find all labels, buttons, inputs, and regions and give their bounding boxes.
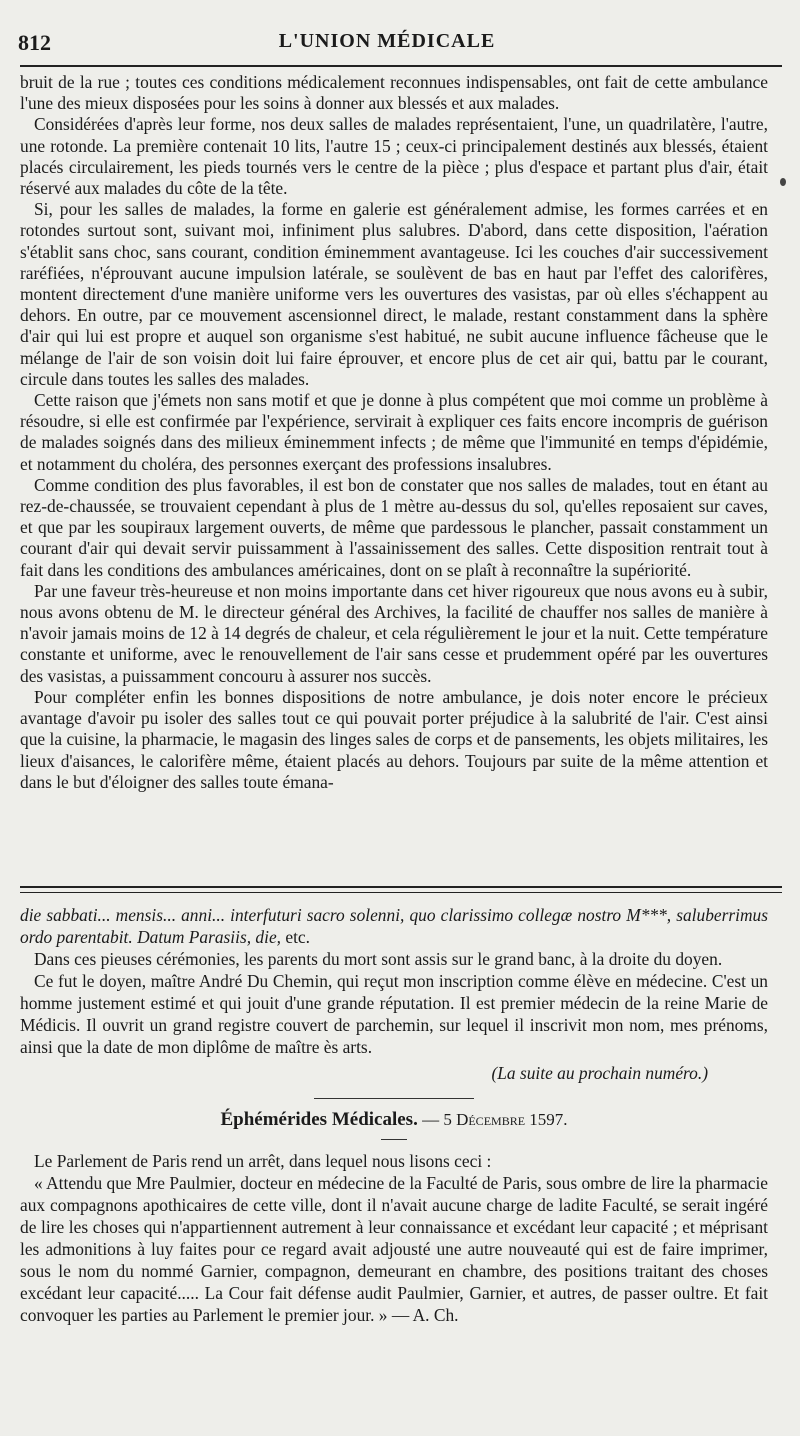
ephemerides-paragraph: « Attendu que Mre Paulmier, docteur en médecine de la Faculté de Paris, sous ombre de lire la pharmacie aux compagnons apothicaires de cette ville, dont il n'avait aucune charge de ladite Faculté, se serait ingéré de lire les choses qui n'appartiennent autrement à leur connaissance et excédant leur capacité ; et méprisant les admonitions à luy faites pour ce regard avait adjousté une autre nouveauté qui est de faire imprimer, sous le nom du nommé Garnier, compagnon, demeurant en chambre, des positions traitant des choses excédant leur capacité..... La Cour fait défense audit Paulmier, Garnier, et autres, de passer oultre. Et fait convoquer les parties au Parlement le premier jour. » — A. Ch. xyxy=(20,1173,768,1325)
feuilleton-paragraph: Ce fut le doyen, maître André Du Chemin, qui reçut mon inscription comme élève en médecine. C'est un homme justement estimé et qui jouit d'une grande réputation. Il est premier médecin de la reine Marie de Médicis. Il ouvrit un grand registre couvert de parchemin, sur lequel il inscrivit mon nom, mes prénoms, ainsi que la date de mon diplôme de maître ès arts. xyxy=(20,971,768,1057)
page-number: 812 xyxy=(18,30,51,55)
main-paragraph: Par une faveur très-heureuse et non moins importante dans cet hiver rigoureux que nous avons eu à subir, nous avons obtenu de M. le directeur général des Archives, la facilité de chauffer nos salles de manière à n'avoir jamais moins de 12 à 14 degrés de chaleur, et cela régulièrement le jour et la nuit. Cette température constante et uniforme, avec le renouvellement de l'air sans cesse et prudemment opéré par les ouvertures des vasistas, a puissamment concouru à assurer nos succès. xyxy=(20,580,768,686)
main-paragraph: Si, pour les salles de malades, la forme en galerie est généralement admise, les formes carrées et en rotondes surtout sont, suivant moi, infiniment plus salubres. D'abord, dans cette disposition, l'aération s'établit sans choc, sans courant, condition éminemment avantageuse. Ici les couches d'air successivement raréfiées, n'éprouvant aucune impulsion latérale, se soulèvent de bas en haut par l'effet des calorifères, montent directement d'une manière uniforme vers les ouvertures des vasistas, par où elles s'échappent au dehors. En outre, par ce mouvement ascensionnel direct, le malade, restant constamment dans la sphère d'air qui lui est propre et auquel son organisme s'est habitué, ne subit aucune influence fâcheuse que le mélange de l'air de son voisin doit lui faire éprouver, et encore plus de cet air qui, battu par le courant, circule dans toutes les salles des malades. xyxy=(20,199,768,389)
main-paragraph: Pour compléter enfin les bonnes dispositions de notre ambulance, je dois noter encore le précieux avantage d'avoir pu isoler des salles tout ce qui pouvait porter préjudice à la salubrité de l'air. C'est ainsi que la cuisine, la pharmacie, le magasin des linges sales de corps et de pansements, les objets militaires, les lieux d'aisances, le calorifère même, étaient placés au dehors. Toujours par suite de la même attention et dans le but d'éloigner des salles toute émana- xyxy=(20,686,768,792)
latin-formula xyxy=(20,904,768,948)
main-article xyxy=(20,72,768,793)
main-paragraph: Cette raison que j'émets non sans motif et que je donne à plus compétent que moi comme un problème à résoudre, si elle est confirmée par l'expérience, servirait à expliquer ces faits encore incompris de guérison de malades soignés dans des milieux éminemment infects ; de même que l'immunité en temps d'épidémie, et notamment du choléra, des personnes exerçant des professions insalubres. xyxy=(20,390,768,474)
title-underline xyxy=(381,1139,407,1140)
page-header xyxy=(14,28,760,58)
ephemerides-paragraph: Le Parlement de Paris rend un arrêt, dans lequel nous lisons ceci : xyxy=(34,1151,492,1171)
ephemerides-title: Éphémérides Médicales. xyxy=(220,1109,418,1130)
ephemerides-heading xyxy=(20,1109,768,1131)
main-paragraph: bruit de la rue ; toutes ces conditions médicalement reconnues indispensables, ont fait de cette ambulance l'une des mieux disposées pour les soins à donner aux blessés et aux malades. xyxy=(20,72,768,114)
ephemerides-year: 1597. xyxy=(525,1110,568,1129)
ephemerides-dash-day: — 5 xyxy=(417,1110,457,1129)
ink-spot xyxy=(780,178,786,186)
section-double-rule xyxy=(20,886,782,893)
separator-rule xyxy=(314,1098,474,1099)
main-paragraph: Comme condition des plus favorables, il est bon de constater que nos salles de malades, tout en étant au rez-de-chaussée, se trouvaient cependant à plus de 1 mètre au-dessus du sol, qu'elles reposaient sur caves, et que par les soupiraux largement ouverts, de même que pardessous le plancher, passait constamment un courant d'air qui devait servir puissamment à l'assainissement des salles. Cette disposition rentrait tout à fait dans les conditions des ambulances américaines, dont on se plaît à reconnaître la supériorité. xyxy=(20,474,768,580)
main-paragraph: Considérées d'après leur forme, nos deux salles de malades représentaient, l'une, un quadrilatère, l'autre, une rotonde. La première contenait 10 lits, l'autre 15 ; ceux-ci principalement destinés aux blessés, étaient placés circulairement, les pieds tournés vers le centre de la pièce ; plus d'espace et partant plus d'air, était réservé aux malades du côte de la tête. xyxy=(20,114,768,199)
latin-etc: etc. xyxy=(281,927,310,947)
to-be-continued: (La suite au prochain numéro.) xyxy=(491,1063,708,1083)
latin-text: die sabbati... mensis... anni... interfuturi sacro solenni, quo clarissimo collegæ nostro M***, saluberrimus ordo parentabit. Datum Parasiis, die, xyxy=(20,905,768,947)
feuilleton-paragraph: Dans ces pieuses cérémonies, les parents du mort sont assis sur le grand banc, à la droite du doyen. xyxy=(34,949,723,969)
feuilleton-section xyxy=(20,904,768,1326)
running-head: L'UNION MÉDICALE xyxy=(278,30,496,52)
ephemerides-body xyxy=(20,1150,768,1326)
ephemerides-month: Décembre xyxy=(456,1110,526,1129)
header-rule xyxy=(20,65,782,67)
